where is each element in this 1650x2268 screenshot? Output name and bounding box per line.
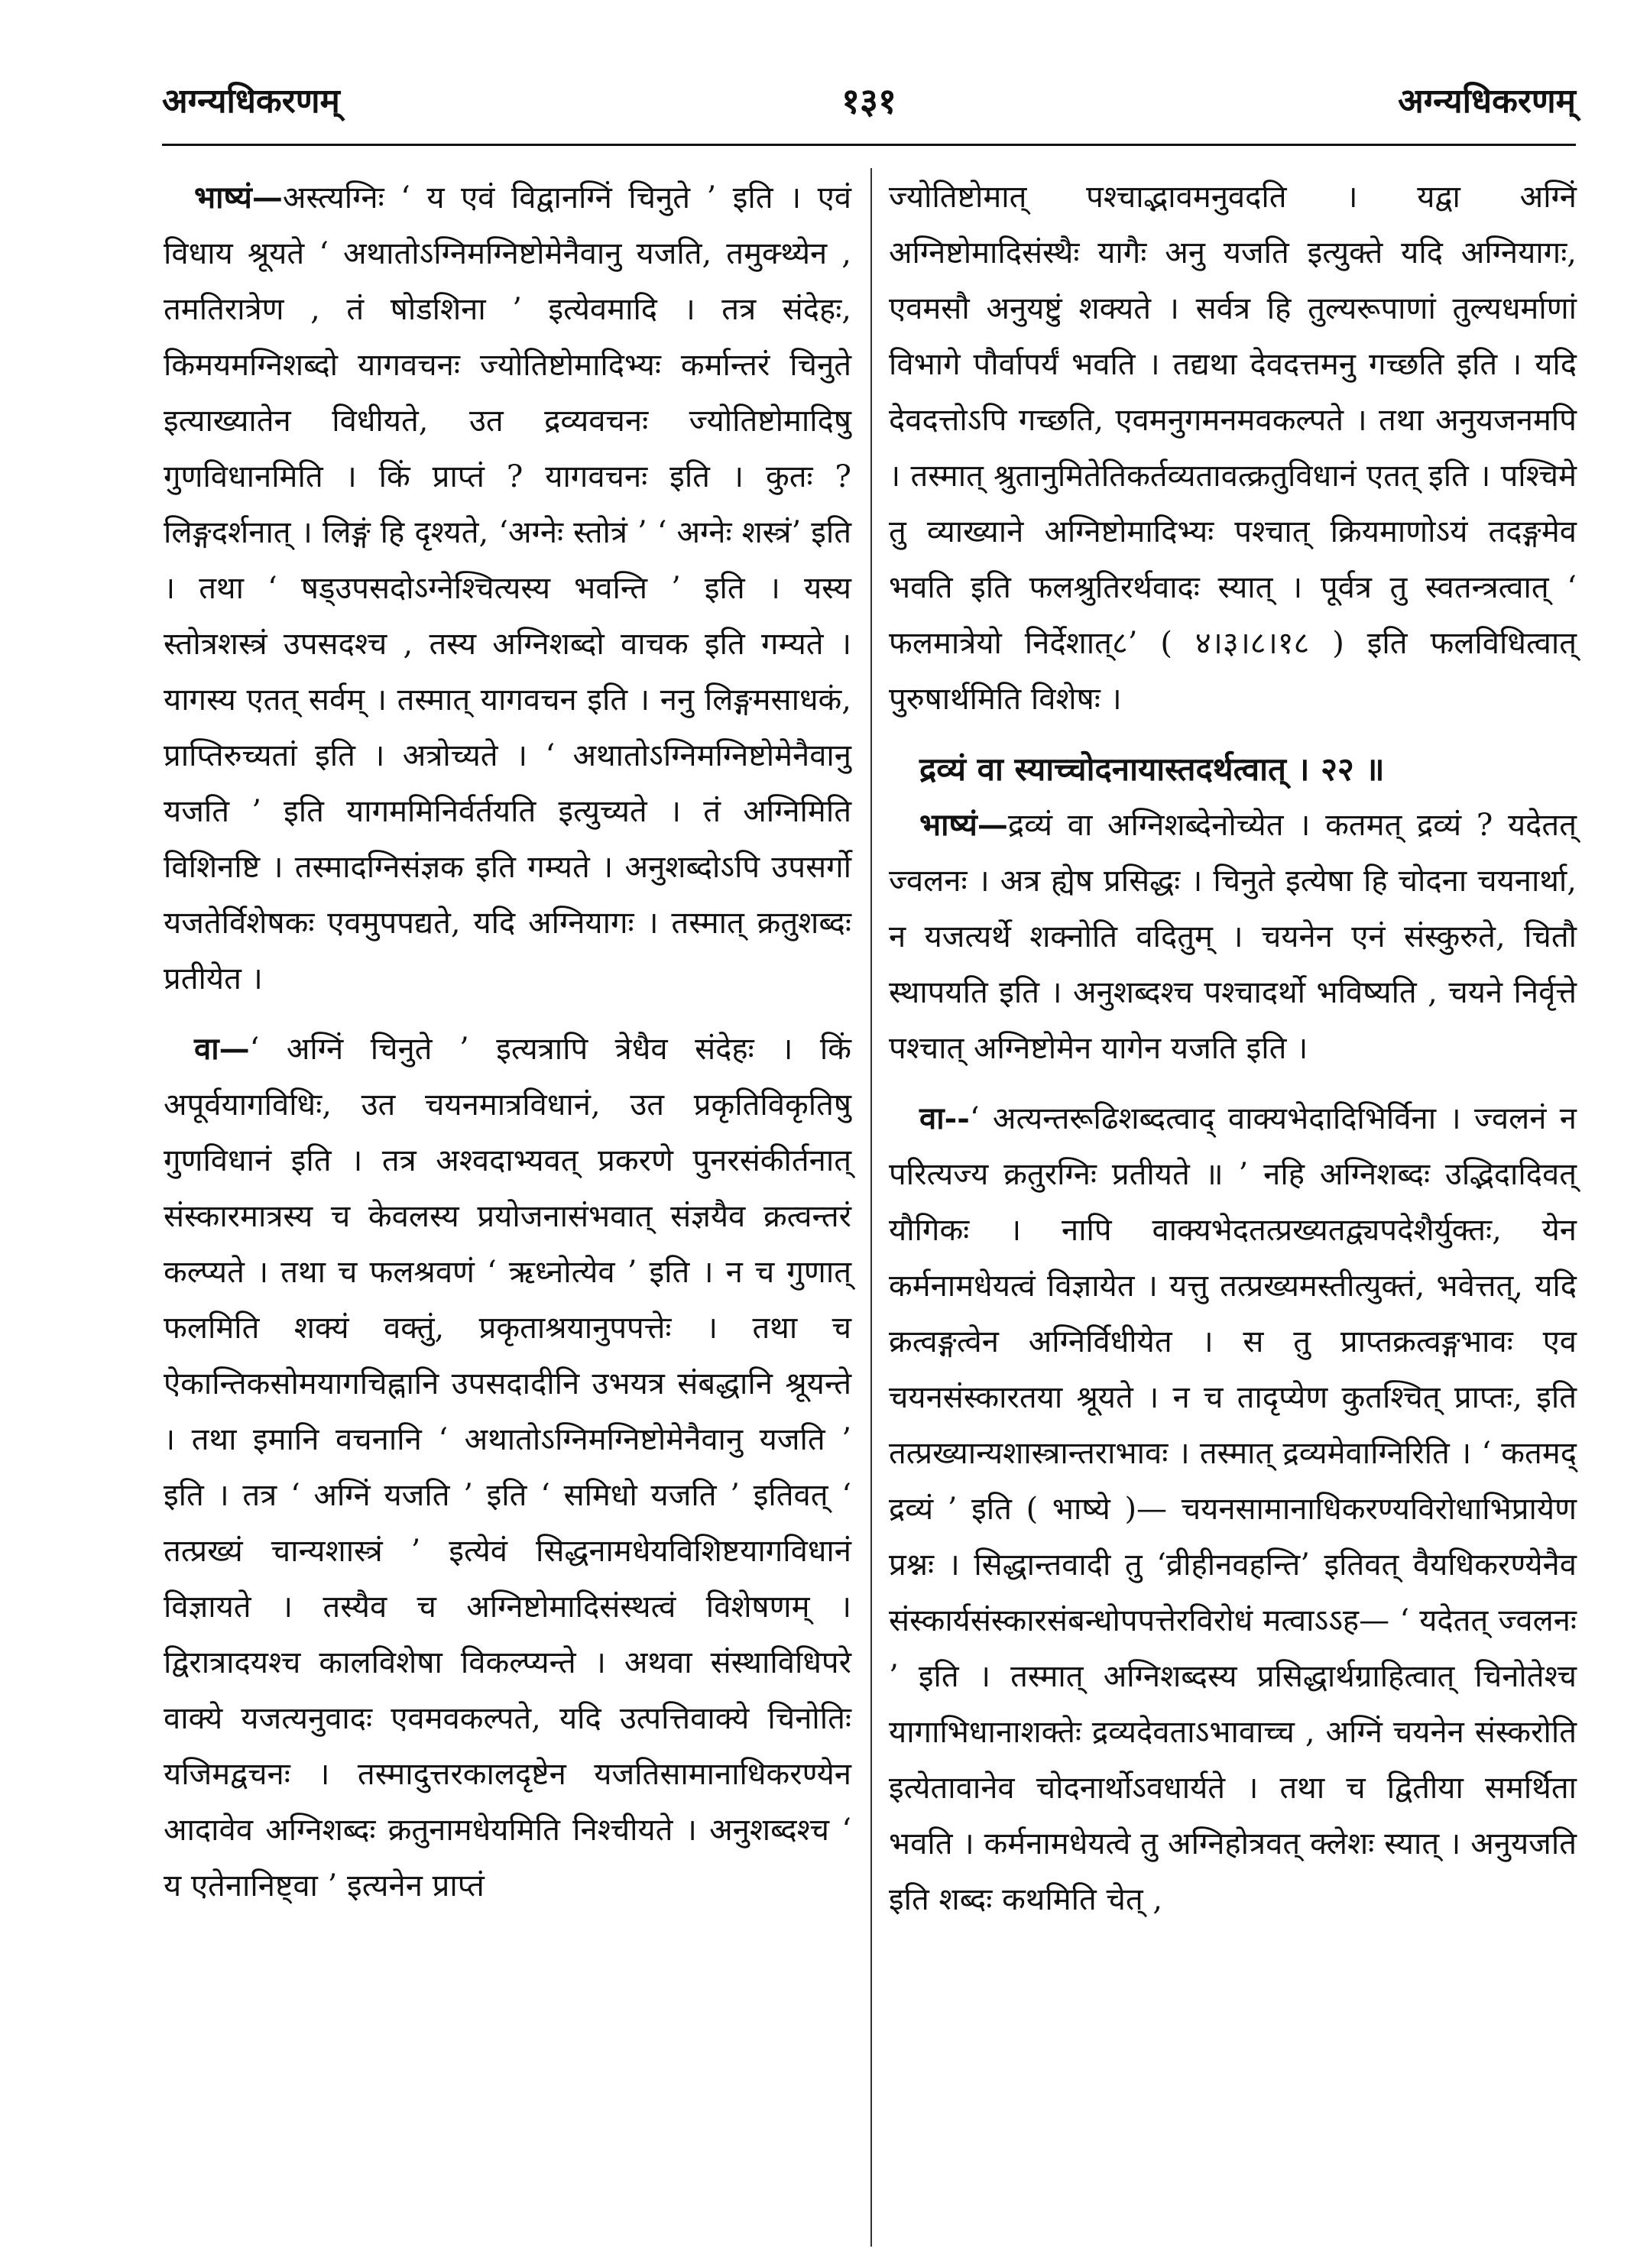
vartika-paragraph-2 (889, 1090, 1577, 1928)
header-rule (162, 144, 1576, 146)
continuation-text: ज्योतिष्टोमात् पश्चाद्भावमनुवदति । यद्वा अग्निं अग्निष्टोमादिसंस्थैः यागैः अनु यजति इत्युक्ते यदि अग्नियागः, एवमसौ अनुयष्टुं शक्यते । सर्वत्र हि तुल्यरूपाणां तुल्यधर्माणां विभागे पौर्वापर्यं भवति । तद्यथा देवदत्तमनु गच्छति इति । यदि देवदत्तोऽपि गच्छति, एवमनुगमनमवकल्पते । तथा अनुयजनमपि । तस्मात् श्रुतानुमितेतिकर्तव्यतावत्क्रतुविधानं एतत् इति । पश्चिमे तु व्याख्याने अग्निष्टोमादिभ्यः पश्चात् क्रियमाणोऽयं तदङ्गमेव भवति इति फलश्रुतिरर्थवादः स्यात् । पूर्वत्र तु स्वतन्त्रत्वात् ‘ फलमात्रेयो निर्देशात्८’ ( ४।३।८।१८ ) इति फलविधित्वात् पुरुषार्थमिति विशेषः । (889, 180, 1577, 717)
column-divider (870, 168, 872, 2247)
page-number: १३१ (841, 80, 896, 122)
bhashya-paragraph-2 (889, 797, 1577, 1077)
running-title-left: अग्न्यधिकरणम् (162, 82, 340, 121)
vartika-label-2: वा-- (919, 1100, 970, 1136)
vartika-label: वा— (194, 1031, 250, 1067)
right-column (889, 170, 1577, 1942)
page-header (162, 76, 1576, 130)
sutra-heading: द्रव्यं वा स्याच्चोदनायास्तदर्थत्वात् । २२ ॥ (919, 750, 1385, 788)
running-title-right: अग्न्यधिकरणम् (1398, 82, 1576, 121)
vartika-text-2: ‘ अत्यन्तरूढिशब्दत्वाद् वाक्यभेदादिभिर्विना । ज्वलनं न परित्यज्य क्रतुरग्निः प्रतीयते ॥ ’ नहि अग्निशब्दः उद्भिदादिवत् यौगिकः । नापि वाक्यभेदतत्प्रख्यतद्व्यपदेशैर्युक्तः, येन कर्मनामधेयत्वं विज्ञायेत । यत्तु तत्प्रख्यमस्तीत्युक्तं, भवेत्तत्, यदि क्रत्वङ्गत्वेन अग्निर्विधीयेत । स तु प्राप्तक्रत्वङ्गभावः एव चयनसंस्कारतया श्रूयते । न च तादृप्येण कुतश्चित् प्राप्तः, इति तत्प्रख्यान्यशास्त्रान्तराभावः । तस्मात् द्रव्यमेवाग्निरिति । ‘ कतमद् द्रव्यं ’ इति ( भाष्ये )— चयनसामानाधिकरण्यविरोधाभिप्रायेण प्रश्नः । सिद्धान्तवादी तु ‘व्रीहीनवहन्ति’ इतिवत् वैयधिकरण्येनैव संस्कार्यसंस्कारसंबन्धोपपत्तेरविरोधं मत्वाऽऽह— ‘ यदेतत् ज्वलनः ’ इति । तस्मात् अग्निशब्दस्य प्रसिद्धार्थग्राहित्वात् चिनोतेश्च यागाभिधानाशक्तेः द्रव्यदेवताऽभावाच्च , अग्निं चयनेन संस्करोति इत्येतावानेव चोदनार्थोऽवधार्यते । तथा च द्वितीया समर्थिता भवति । कर्मनामधेयत्वे तु अग्निहोत्रवत् क्लेशः स्यात् । अनुयजति इति शब्दः कथमिति चेत् , (889, 1101, 1577, 1917)
left-column (164, 170, 851, 1928)
bhashya-label-2: भाष्यं— (919, 807, 1008, 843)
vartika-text: ‘ अग्निं चिनुते ’ इत्यत्रापि त्रेधैव संदेहः । किं अपूर्वयागविधिः, उत चयनमात्रविधानं, उत प्रकृतिविकृतिषु गुणविधानं इति । तत्र अश्वदाभ्यवत् प्रकरणे पुनरसंकीर्तनात् संस्कारमात्रस्य च केवलस्य प्रयोजनासंभवात् संज्ञयैव क्रत्वन्तरं कल्प्यते । तथा च फलश्रवणं ‘ ऋध्नोत्येव ’ इति । न च गुणात् फलमिति शक्यं वक्तुं, प्रकृताश्रयानुपपत्तेः । तथा च ऐकान्तिकसोमयागचिह्नानि उपसदादीनि उभयत्र संबद्धानि श्रूयन्ते । तथा इमानि वचनानि ‘ अथातोऽग्निमग्निष्टोमेनैवानु यजति ’ इति । तत्र ‘ अग्निं यजति ’ इति ‘ समिधो यजति ’ इतिवत् ‘ तत्प्रख्यं चान्यशास्त्रं ’ इत्येवं सिद्धनामधेयविशिष्टयागविधानं विज्ञायते । तस्यैव च अग्निष्टोमादिसंस्थत्वं विशेषणम् । द्विरात्रादयश्च कालविशेषा विकल्प्यन्ते । अथवा संस्थाविधिपरे वाक्ये यजत्यनुवादः एवमवकल्पते, यदि उत्पत्तिवाक्ये चिनोतिः यजिमद्वचनः । तस्मादुत्तरकालदृष्टेन यजतिसामानाधिकरण्येन आदावेव अग्निशब्दः क्रतुनामधेयमिति निश्चीयते । अनुशब्दश्च ‘ य एतेनानिष्ट्वा ’ इत्यनेन प्राप्तं (164, 1032, 851, 1904)
bhashya-text: अस्त्यग्निः ‘ य एवं विद्वानग्निं चिनुते ’ इति । एवं विधाय श्रूयते ‘ अथातोऽग्निमग्निष्टोमेनैवानु यजति, तमुक्थ्येन , तमतिरात्रेण , तं षोडशिना ’ इत्येवमादि । तत्र संदेहः, किमयमग्निशब्दो यागवचनः ज्योतिष्टोमादिभ्यः कर्मान्तरं चिनुते इत्याख्यातेन विधीयते, उत द्रव्यवचनः ज्योतिष्टोमादिषु गुणविधानमिति । किं प्राप्तं ? यागवचनः इति । कुतः ? लिङ्गदर्शनात् । लिङ्गं हि दृश्यते, ‘अग्नेः स्तोत्रं ’ ‘ अग्नेः शस्त्रं’ इति । तथा ‘ षड्उपसदोऽग्नेश्चित्यस्य भवन्ति ’ इति । यस्य स्तोत्रशस्त्रं उपसदश्च , तस्य अग्निशब्दो वाचक इति गम्यते । यागस्य एतत् सर्वम् । तस्मात् यागवचन इति । ननु लिङ्गमसाधकं, प्राप्तिरुच्यतां इति । अत्रोच्यते । ‘ अथातोऽग्निमग्निष्टोमेनैवानु यजति ’ इति यागममिनिर्वर्तयति इत्युच्यते । तं अग्निमिति विशिनष्टि । तस्मादग्निसंज्ञक इति गम्यते । अनुशब्दोऽपि उपसर्गो यजतेर्विशेषकः एवमुपपद्यते, यदि अग्नियागः । तस्मात् क्रतुशब्दः प्रतीयेत । (164, 180, 851, 996)
bhashya-text-2: द्रव्यं वा अग्निशब्देनोच्येत । कतमत् द्रव्यं ? यदेतत् ज्वलनः । अत्र ह्येष प्रसिद्धः । चिनुते इत्येषा हि चोदना चयनार्था, न यजत्यर्थे शक्नोति वदितुम् । चयनेन एनं संस्कुरुते, चितौ स्थापयति इति । अनुशब्दश्च पश्चादर्थो भविष्यति , चयने निर्वृत्ते पश्चात् अग्निष्टोमेन यागेन यजति इति । (889, 808, 1577, 1066)
bhashya-paragraph (164, 170, 851, 1007)
bhashya-label: भाष्यं— (194, 180, 283, 215)
vartika-paragraph (164, 1021, 851, 1914)
continuation-paragraph (889, 170, 1577, 727)
